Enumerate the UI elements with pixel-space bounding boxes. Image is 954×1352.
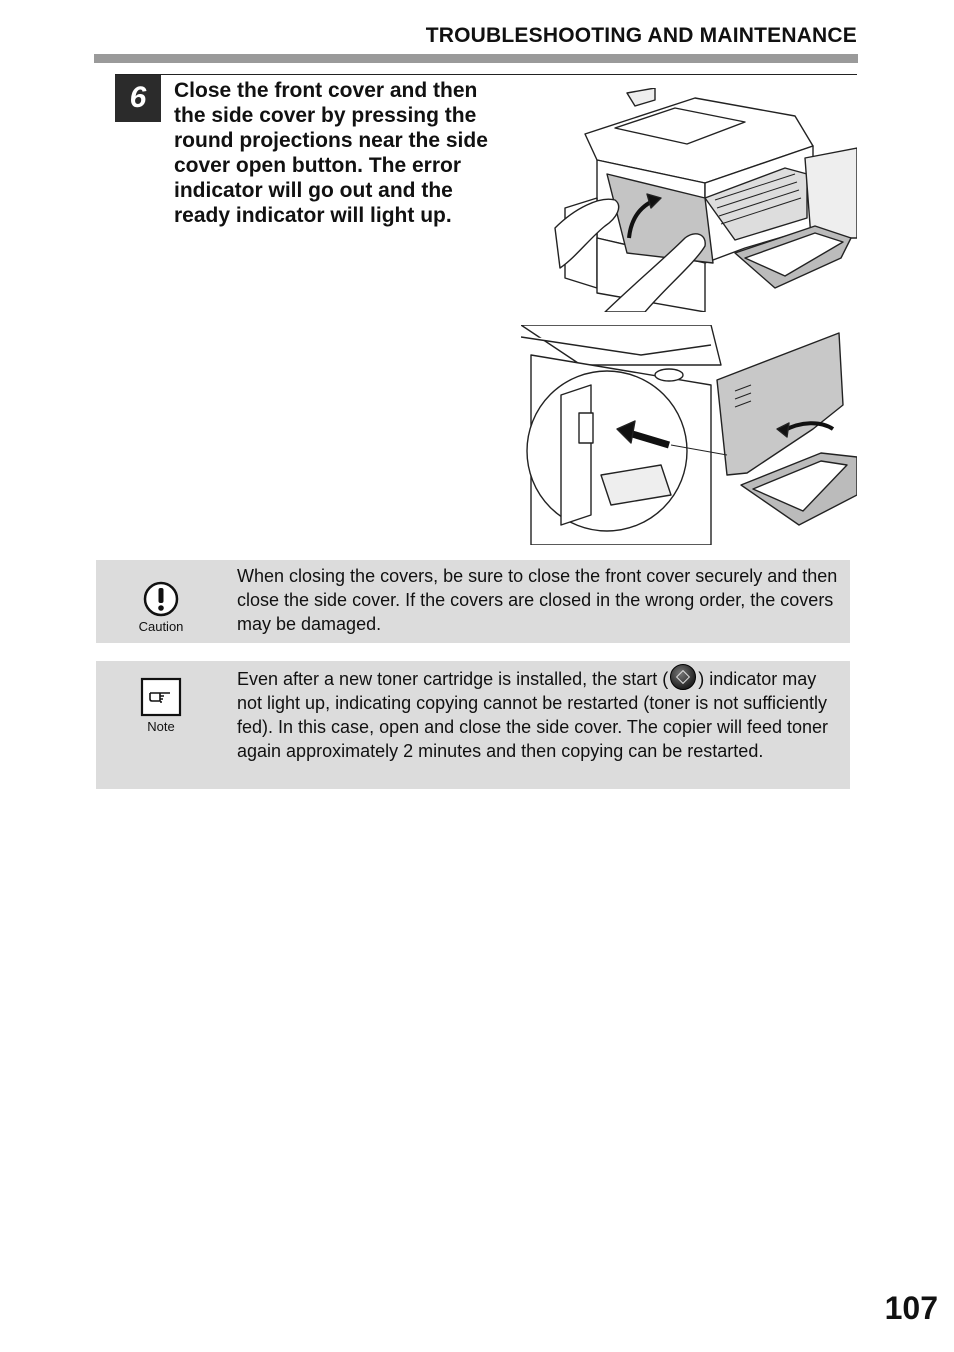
step-instruction: Close the front cover and then the side cover by pressing the round projections near the side cover open button. The error indicator will go out and the ready indicator will light up. — [174, 79, 488, 227]
note-text-after: ) indicator may not light up, indicating copying cannot be restarted (toner is not sufficiently fed). In this case, open and close the side cover. The copier will feed toner again approximately 2 minutes and then copying can be restarted. — [237, 669, 829, 761]
note-icon-group — [126, 677, 196, 734]
page-number: 107 — [884, 1290, 938, 1326]
caution-icon-group — [126, 580, 196, 634]
step-number-badge: 6 — [115, 75, 161, 122]
section-title: TROUBLESHOOTING AND MAINTENANCE — [425, 24, 857, 47]
caution-text: When closing the covers, be sure to close the front cover securely and then close the side cover. If the covers are closed in the wrong order, the covers may be damaged. — [237, 566, 838, 634]
start-button-icon — [670, 664, 696, 690]
header-bar — [94, 54, 858, 63]
note-text — [237, 664, 843, 763]
pointing-hand-icon — [140, 677, 182, 717]
side-cover-illustration — [521, 325, 857, 545]
caution-box — [96, 560, 850, 643]
note-box — [96, 661, 850, 789]
note-text-before: Even after a new toner cartridge is installed, the start ( — [237, 669, 669, 689]
front-cover-illustration — [545, 88, 857, 312]
exclamation-circle-icon — [142, 580, 180, 618]
note-label: Note — [147, 719, 175, 734]
step-divider — [115, 74, 857, 75]
caution-label: Caution — [138, 619, 184, 634]
